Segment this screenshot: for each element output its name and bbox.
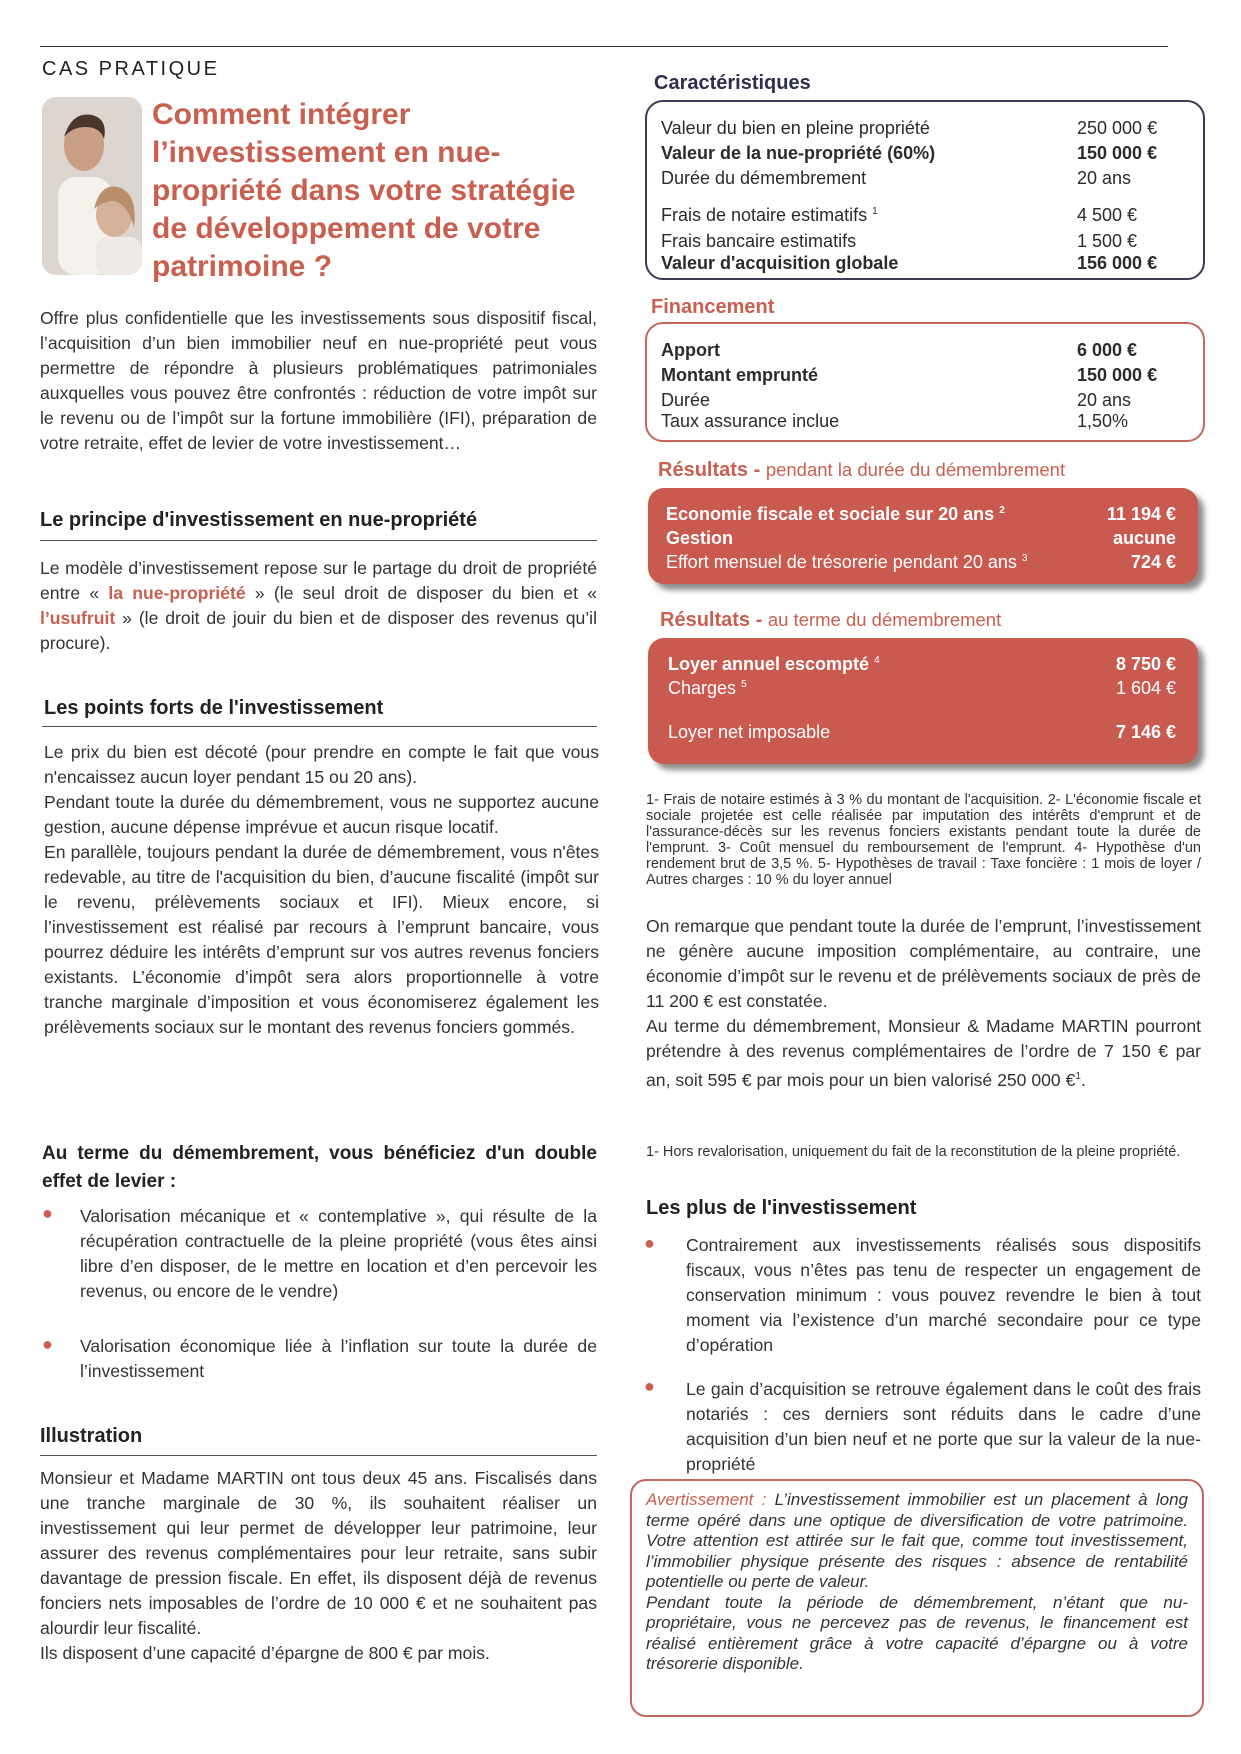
term-nue-propriete: la nue-propriété [108, 583, 246, 603]
caracteristiques-box: Valeur du bien en pleine propriété 250 000 € Valeur de la nue-propriété (60%) 150 000 € Durée du démembrement 20 ans Frais de notaire estimatifs $^1$ 4 500 € Frais bancaire estimatifs 1 500 € Valeur d'acquisition globale 156 000 € [645, 100, 1205, 280]
points-forts-p2: Pendant toute la durée du démembrement, vous ne supportez aucune gestion, aucune dépense imprévue et aucun risque locatif. [44, 792, 599, 837]
plus-bullet-2: Le gain d’acquisition se retrouve également dans le coût des frais notariés : ces derniers sont réduits dans le cadre d’une acquisition d’un bien neuf et ne porte que sur la valeur de la nue-propriété [686, 1379, 1201, 1474]
plus-heading: Les plus de l'investissement [646, 1197, 917, 1219]
illustration-text-2: Ils disposent d’une capacité d’épargne de 800 € par mois. [40, 1643, 490, 1663]
plus-bullet-1: Contrairement aux investissements réalisés sous dispositifs fiscaux, vous n’êtes pas tenu de respecter un engagement de conservation minimum : vous pouvez revendre le bien à tout moment via l’existence d’un marché secondaire pour ce type d’opération [686, 1235, 1201, 1355]
caracteristiques-heading: Caractéristiques [654, 72, 811, 94]
financement-heading: Financement [651, 296, 775, 318]
points-forts-p1: Le prix du bien est décoté (pour prendre en compte le fait que vous n'encaissez aucun loyer pendant 15 ou 20 ans). [44, 742, 599, 787]
remarque-p2: Au terme du démembrement, Monsieur & Madame MARTIN pourront prétendre à des revenus complémentaires de l’ordre de 7 150 € par an, soit 595 € par mois pour un bien valorisé 250 000 €$^1$. [646, 1016, 1201, 1090]
financement-box: Apport 6 000 € Montant emprunté 150 000 € Durée 20 ans Taux assurance inclue 1,50% [645, 322, 1205, 442]
section-kicker: CAS PRATIQUE [42, 58, 220, 80]
points-forts-heading: Les points forts de l'investissement [44, 697, 384, 719]
illustration-heading: Illustration [40, 1425, 143, 1447]
remarque-p1: On remarque que pendant toute la durée de l’emprunt, l’investissement ne génère aucune imposition complémentaire, au contraire, une économie d’impôt sur le revenu et de prélèvements sociaux de près de 11 200 € est constatée. [646, 916, 1201, 1011]
term-usufruit: l’usufruit [40, 608, 116, 628]
principe-text-c: » (le droit de jouir du bien et de disposer des revenus qu’il procure). [40, 608, 597, 653]
resultats-1-heading: Résultats - pendant la durée du démembrement [658, 459, 1066, 481]
bullet-dot: ● [644, 1376, 655, 1396]
bullet-dot: ● [644, 1233, 655, 1253]
bullet-dot: ● [42, 1334, 53, 1354]
points-forts-body [44, 740, 599, 1040]
principe-text-a: Le modèle d’investissement repose sur le partage du droit de propriété entre « [40, 558, 597, 603]
resultats-2-heading: Résultats - au terme du démembrement [660, 609, 1002, 631]
couple-photo [42, 97, 142, 275]
illustration-paragraph [40, 1466, 597, 1666]
principe-rule [40, 540, 597, 541]
intro-paragraph: Offre plus confidentielle que les investissements sous dispositif fiscal, l’acquisition d’un bien immobilier neuf en nue-propriété peut vous permettre de répondre à plusieurs problématiques patrimoniales auxquelles vous pouvez être confrontés : réduction de votre impôt sur le revenu ou de l’impôt sur la fortune immobilière (IFI), préparation de votre retraite, effet de levier de votre investissement… [40, 308, 597, 453]
remarque-note: 1- Hors revalorisation, uniquement du fait de la reconstitution de la pleine propriété. [646, 1144, 1181, 1160]
resultats-2-card: Loyer annuel escompté $^4$ 8 750 € Charges $^5$ 1 604 € Loyer net imposable 7 146 € [648, 638, 1198, 764]
levier-bullet-2: Valorisation économique liée à l’inflation sur toute la durée de l’investissement [80, 1336, 597, 1381]
principe-heading: Le principe d'investissement en nue-propriété [40, 509, 478, 531]
avertissement-p1: Avertissement : L’investissement immobilier est un placement à long terme opéré dans une optique de diversification de votre patrimoine. Votre attention est attirée sur le fait que, comme tout investissement, l’immobilier physique présente des risques : absence de rentabilité potentielle ou perte de valeur. [646, 1490, 1188, 1591]
bullet-dot: ● [42, 1203, 53, 1223]
top-rule [40, 46, 1168, 47]
avertissement-p2: Pendant toute la période de démembrement, n’étant que nu-propriétaire, vous ne percevez pas de revenus, le financement est réalisé entièrement grâce à votre capacité d’épargne ou à votre trésorerie disponible. [646, 1592, 1188, 1673]
illustration-text: Monsieur et Madame MARTIN ont tous deux 45 ans. Fiscalisés dans une tranche marginale de 30 %, ils souhaitent réaliser un investissement qui leur permet de développer leur patrimoine, leur assurer des revenus complémentaires pour leur retraite, sans subir davantage de pression fiscale. En effet, ils disposent déjà de revenus fonciers nets imposables de l’ordre de 10 000 € et ne souhaitent pas alourdir leur fiscalité. [40, 1468, 597, 1638]
avertissement-box [630, 1479, 1204, 1717]
illustration-rule [40, 1455, 597, 1456]
levier-heading: Au terme du démembrement, vous bénéficiez d'un double effet de levier : [42, 1143, 597, 1192]
resultats-1-card: Economie fiscale et sociale sur 20 ans $^2$ 11 194 € Gestion aucune Effort mensuel de trésorerie pendant 20 ans $^3$ 724 € [648, 488, 1198, 584]
points-forts-rule [42, 726, 597, 727]
levier-bullet-1: Valorisation mécanique et « contemplative », qui résulte de la récupération contractuelle de la pleine propriété (vous êtes ainsi libre d’en disposer, de le mettre en location et d’en percevoir les revenus, ou encore de le vendre) [80, 1206, 597, 1301]
points-forts-p3: En parallèle, toujours pendant la durée de démembrement, vous n'êtes redevable, au titre de l'acquisition du bien, d’aucune fiscalité (impôt sur le revenu, prélèvements sociaux et IFI). Mieux encore, si l’investissement est réalisé par recours à l’emprunt bancaire, vous pourrez déduire les intérêts d’emprunt sur vos autres revenus fonciers existants. L’économie d’impôt sera alors proportionnelle à votre tranche marginale d’imposition et vous économiserez également les prélèvements sociaux sur le montant des revenus fonciers gommés. [44, 842, 599, 1037]
principe-paragraph [40, 556, 597, 656]
page-title: Comment intégrer l’investissement en nue-propriété dans votre stratégie de développement de votre patrimoine ? [152, 98, 576, 283]
remarque-body [646, 914, 1201, 1093]
principe-text-b: » (le seul droit de disposer du bien et « [245, 583, 597, 603]
footnotes: 1- Frais de notaire estimés à 3 % du montant de l'acquisition. 2- L'économie fiscale et sociale projetée est celle réalisée par imputation des intérêts d'emprunt et de l'assurance-décès sur les revenus fonciers existants pendant toute la durée de l'emprunt. 3- Coût mensuel du remboursement de l'emprunt. 4- Hypothèse d'un rendement brut de 3,5 %. 5- Hypothèses de travail : Taxe foncière : 1 mois de loyer / Autres charges : 10 % du loyer annuel [646, 792, 1201, 888]
